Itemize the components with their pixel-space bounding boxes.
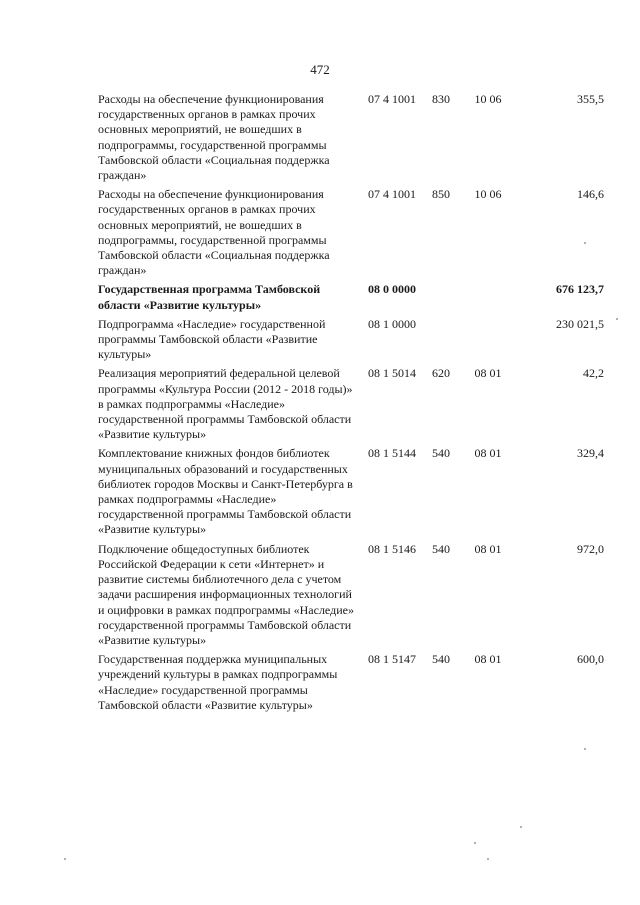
row-target-code: 08 0 0000 [368, 282, 416, 297]
row-description: Государственная программа Тамбовской области «Развитие культуры» [98, 282, 321, 312]
row-expense-type: 850 [432, 187, 450, 202]
row-expense-type: 620 [432, 366, 450, 381]
row-amount: 600,0 [577, 652, 604, 667]
row-expense-type: 540 [432, 652, 450, 667]
row-section: 08 01 [474, 366, 502, 381]
row-amount: 676 123,7 [556, 282, 604, 297]
row-description: Подключение общедоступных библиотек Российской Федерации к сети «Интернет» и развитие системы библиотечного дела с учетом задачи расширения информационных технологий и оцифровки в рамках подпрограммы «Наследие» государственной программы Тамбовской области «Развитие культуры» [98, 541, 354, 647]
row-target-code: 08 1 5146 [368, 541, 416, 556]
row-expense-type: 830 [432, 92, 450, 106]
page-number: 472 [310, 62, 330, 77]
row-amount: 42,2 [583, 366, 604, 381]
table-row-program [98, 282, 604, 312]
table-row [98, 366, 604, 442]
row-target-code: 08 1 0000 [368, 316, 416, 331]
row-target-code: 08 1 5014 [368, 366, 416, 381]
row-amount: 146,6 [577, 187, 604, 202]
table-row [98, 187, 604, 278]
scan-speck [584, 748, 586, 750]
row-expense-type: 540 [432, 541, 450, 556]
scan-speck [474, 842, 476, 844]
row-section: 10 06 [474, 92, 502, 106]
scan-speck [520, 826, 522, 828]
table-row [98, 652, 604, 713]
row-target-code: 07 4 1001 [368, 187, 416, 202]
row-amount: 972,0 [577, 541, 604, 556]
row-section: 08 01 [474, 652, 502, 667]
table-row [98, 446, 604, 537]
budget-table [98, 92, 604, 717]
row-amount: 329,4 [577, 446, 604, 461]
row-amount: 355,5 [577, 92, 604, 106]
row-target-code: 08 1 5144 [368, 446, 416, 461]
scan-speck [616, 318, 618, 320]
row-description: Государственная поддержка муниципальных учреждений культуры в рамках подпрограммы «Наследие» государственной программы Тамбовской области «Развитие культуры» [98, 652, 338, 712]
scan-speck [487, 858, 489, 860]
row-description: Расходы на обеспечение функционирования государственных органов в рамках прочих основных мероприятий, не вошедших в подпрограммы, государственной программы Тамбовской области «Социальная поддержка граждан» [98, 92, 330, 183]
row-section: 08 01 [474, 446, 502, 461]
row-description: Расходы на обеспечение функционирования государственных органов в рамках прочих основных мероприятий, не вошедших в подпрограммы, государственной программы Тамбовской области «Социальная поддержка граждан» [98, 187, 330, 278]
row-section: 08 01 [474, 541, 502, 556]
table-row-subprogram [98, 317, 604, 363]
scan-speck [64, 858, 66, 860]
row-expense-type: 540 [432, 446, 450, 461]
row-description: Подпрограмма «Наследие» государственной программы Тамбовской области «Развитие культуры» [98, 316, 326, 362]
row-amount: 230 021,5 [556, 316, 604, 331]
row-description: Комплектование книжных фондов библиотек муниципальных образований и государственных библиотек городов Москвы и Санкт-Петербурга в рамках подпрограммы «Наследие» государственной программы Тамбовской области «Развитие культуры» [98, 446, 353, 537]
table-row [98, 542, 604, 648]
row-target-code: 07 4 1001 [368, 92, 416, 106]
table-row [98, 92, 604, 183]
row-target-code: 08 1 5147 [368, 652, 416, 667]
scan-speck [584, 242, 586, 244]
row-description: Реализация мероприятий федеральной целевой программы «Культура России (2012 - 2018 годы)» в рамках подпрограммы «Наследие» государственной программы Тамбовской области «Развитие культуры» [98, 366, 353, 442]
row-section: 10 06 [474, 187, 502, 202]
